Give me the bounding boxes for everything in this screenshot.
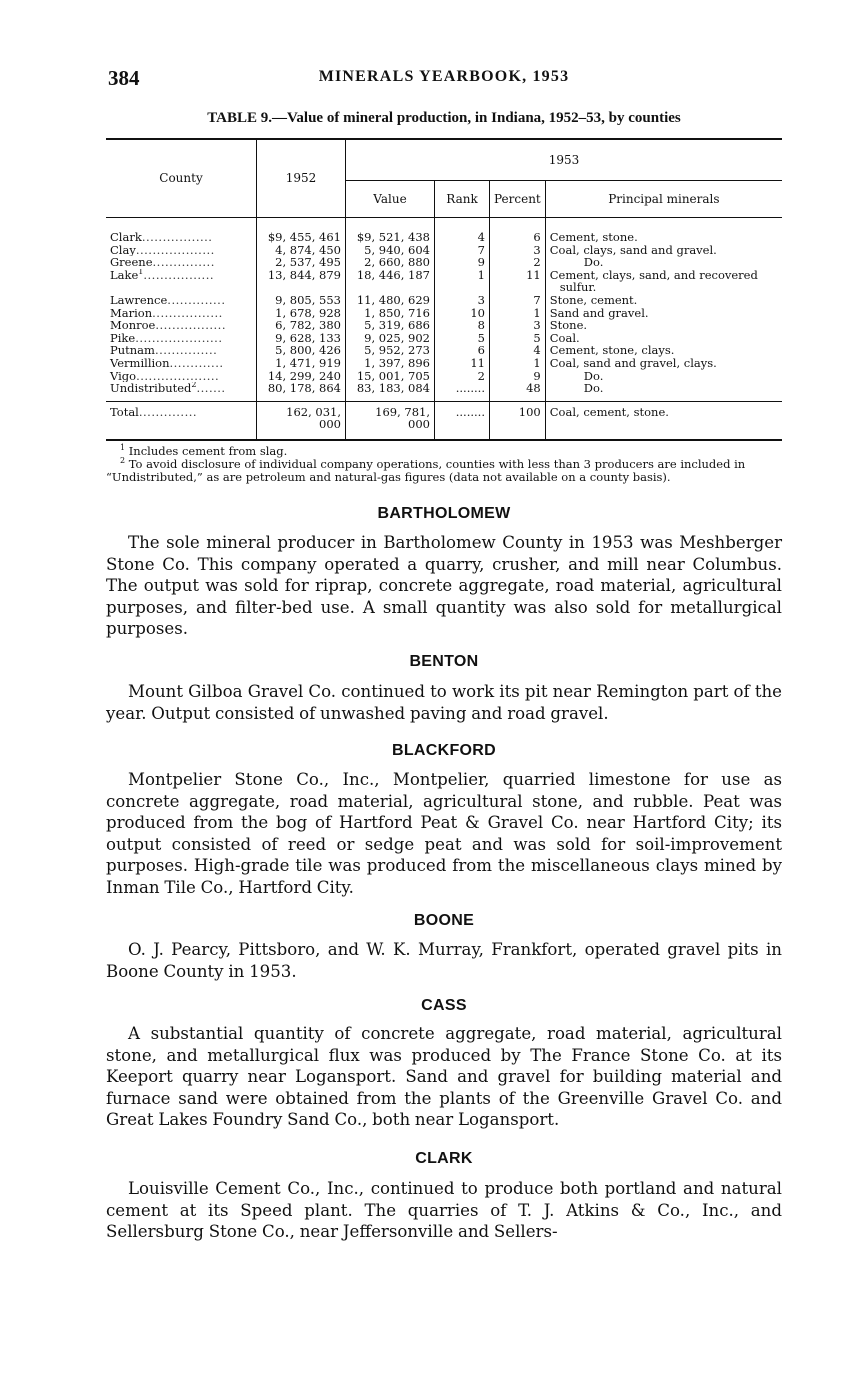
table-footnotes <box>106 445 786 484</box>
value-1952-cell: 5, 800, 426 <box>257 344 346 357</box>
county-cell: Vigo.................... <box>110 369 220 383</box>
total-label-cell: Total.............. <box>106 401 257 440</box>
section-heading-boone: BOONE <box>413 912 475 929</box>
table-row <box>106 382 782 401</box>
percent-cell: 3 <box>490 244 546 257</box>
column-header-percent: Percent <box>490 181 546 218</box>
rank-cell: 1 <box>435 269 490 294</box>
county-cell: Clay................... <box>110 243 215 257</box>
percent-cell: 7 <box>490 294 546 307</box>
value-1953-cell: 5, 952, 273 <box>346 344 435 357</box>
page-number: 384 <box>108 66 140 90</box>
value-1953-cell: 15, 001, 705 <box>346 370 435 383</box>
minerals-cell: Coal, sand and gravel, clays. <box>545 357 782 370</box>
minerals-cell: Cement, stone. <box>545 218 782 244</box>
rank-cell: 9 <box>435 256 490 269</box>
percent-cell: 4 <box>490 344 546 357</box>
total-row <box>106 401 782 440</box>
section-heading-clark: CLARK <box>415 1150 473 1167</box>
value-1953-cell: 1, 397, 896 <box>346 357 435 370</box>
value-1952-cell: 1, 471, 919 <box>257 357 346 370</box>
minerals-cell: Coal. <box>545 332 782 345</box>
section-heading-benton: BENTON <box>409 653 479 670</box>
table-row <box>106 370 782 383</box>
value-1952-cell: 9, 805, 553 <box>257 294 346 307</box>
rank-cell: ........ <box>435 382 490 401</box>
value-1952-cell: 2, 537, 495 <box>257 256 346 269</box>
value-1953-cell: 5, 940, 604 <box>346 244 435 257</box>
value-1953-cell: 9, 025, 902 <box>346 332 435 345</box>
column-header-value: Value <box>346 181 435 218</box>
table-row <box>106 218 782 244</box>
book-title: MINERALS YEARBOOK, 1953 <box>318 68 570 85</box>
county-cell: Vermillion............. <box>110 356 224 370</box>
value-1952-cell: 14, 299, 240 <box>257 370 346 383</box>
county-cell: Marion................. <box>110 306 223 320</box>
table-row <box>106 294 782 307</box>
percent-cell: 48 <box>490 382 546 401</box>
total-minerals-cell: Coal, cement, stone. <box>545 401 782 440</box>
value-1953-cell: 83, 183, 084 <box>346 382 435 401</box>
table-row <box>106 332 782 345</box>
running-head <box>106 66 782 90</box>
section-text-clark: Louisville Cement Co., Inc., continued to produce both portland and natural cement at its Speed plant. The quarries of T. J. Atkins & Co., Inc., and Sellersburg Stone Co., near Jeffersonville and Sellers- <box>106 1179 782 1241</box>
county-cell: Lawrence.............. <box>110 293 226 307</box>
section-text-cass: A substantial quantity of concrete aggregate, road material, agricultural stone, and metallurgical flux was produced by The France Stone Co. at its Keeport quarry near Logansport. Sand and gravel for building material and furnace sand were obtained from the plants of the Greenville Gravel Co. and Great Lakes Foundry Sand Co., both near Logansport. <box>106 1024 782 1129</box>
county-cell: Lake$^1$................. <box>110 268 215 282</box>
minerals-cell: Cement, clays, sand, and recovered sulfur. <box>545 269 782 294</box>
table-row <box>106 307 782 320</box>
county-cell: Monroe................. <box>110 319 226 332</box>
minerals-cell: Stone. <box>545 319 782 332</box>
footnote-2: $^2$ To avoid disclosure of individual company operations, counties with less than 3 producers are included in “Undistributed,” as are petroleum and natural-gas figures (data not available on a county basis). <box>106 456 746 484</box>
rank-cell: 5 <box>435 332 490 345</box>
county-production-table <box>106 138 782 441</box>
minerals-cell: Coal, clays, sand and gravel. <box>545 244 782 257</box>
value-1952-cell: $9, 455, 461 <box>257 218 346 244</box>
column-header-rank: Rank <box>435 181 490 218</box>
value-1953-cell: 2, 660, 880 <box>346 256 435 269</box>
value-1952-cell: 4, 874, 450 <box>257 244 346 257</box>
rank-cell: 7 <box>435 244 490 257</box>
column-header-county: County <box>106 139 257 218</box>
county-cell: Undistributed$^2$....... <box>110 382 226 396</box>
section-text-blackford: Montpelier Stone Co., Inc., Montpelier, quarried limestone for use as concrete aggregate, road material, agricultural stone, and rubble. Peat was produced from the bog of Hartford Peat & Gravel Co. near Hartford City; its output consisted of reed or sedge peat and was sold for soil-improvement purposes. High-grade tile was produced from the miscellaneous clays mined by Inman Tile Co., Hartford City. <box>106 770 782 897</box>
value-1953-cell: 11, 480, 629 <box>346 294 435 307</box>
total-percent-cell: 100 <box>490 401 546 440</box>
value-1953-cell: 5, 319, 686 <box>346 319 435 332</box>
section-text-bartholomew: The sole mineral producer in Bartholomew County in 1953 was Meshberger Stone Co. This company operated a quarry, crusher, and mill near Columbus. The output was sold for riprap, concrete aggregate, road material, agricultural purposes, and filter-bed use. A small quantity was also sold for metallurgical purposes. <box>106 533 782 638</box>
column-header-1953: 1953 <box>346 139 783 181</box>
footnote-marker: 1 <box>138 268 144 276</box>
table-row <box>106 269 782 294</box>
percent-cell: 3 <box>490 319 546 332</box>
value-1953-cell: $9, 521, 438 <box>346 218 435 244</box>
rank-cell: 4 <box>435 218 490 244</box>
percent-cell: 11 <box>490 269 546 294</box>
percent-cell: 6 <box>490 218 546 244</box>
total-rank-cell: ........ <box>435 401 490 440</box>
table-row <box>106 244 782 257</box>
value-1952-cell: 1, 678, 928 <box>257 307 346 320</box>
value-1953-cell: 18, 446, 187 <box>346 269 435 294</box>
county-cell: Putnam............... <box>110 344 218 357</box>
rank-cell: 8 <box>435 319 490 332</box>
minerals-cell: Do. <box>545 370 782 383</box>
value-1953-cell: 1, 850, 716 <box>346 307 435 320</box>
rank-cell: 10 <box>435 307 490 320</box>
minerals-cell: Do. <box>545 382 782 401</box>
value-1952-cell: 13, 844, 879 <box>257 269 346 294</box>
percent-cell: 1 <box>490 357 546 370</box>
rank-cell: 6 <box>435 344 490 357</box>
rank-cell: 11 <box>435 357 490 370</box>
minerals-cell: Stone, cement. <box>545 294 782 307</box>
column-header-1952: 1952 <box>257 139 346 218</box>
section-heading-blackford: BLACKFORD <box>391 742 497 759</box>
county-cell: Greene............... <box>110 256 215 269</box>
footnote-1: $^1$ Includes cement from slag. <box>120 443 288 458</box>
minerals-cell: Cement, stone, clays. <box>545 344 782 357</box>
percent-cell: 9 <box>490 370 546 383</box>
percent-cell: 2 <box>490 256 546 269</box>
county-cell: Clark................. <box>110 230 213 244</box>
table-row <box>106 319 782 332</box>
section-heading-bartholomew: BARTHOLOMEW <box>377 505 511 522</box>
table-caption: TABLE 9.—Value of mineral production, in Indiana, 1952–53, by counties <box>207 110 681 126</box>
column-header-principal-minerals: Principal minerals <box>545 181 782 218</box>
rank-cell: 2 <box>435 370 490 383</box>
footnote-marker: 2 <box>191 382 197 390</box>
percent-cell: 1 <box>490 307 546 320</box>
total-1953-cell: 169, 781, 000 <box>346 401 435 440</box>
value-1952-cell: 6, 782, 380 <box>257 319 346 332</box>
section-text-boone: O. J. Pearcy, Pittsboro, and W. K. Murray, Frankfort, operated gravel pits in Boone County in 1953. <box>106 940 782 981</box>
rank-cell: 3 <box>435 294 490 307</box>
value-1952-cell: 9, 628, 133 <box>257 332 346 345</box>
value-1952-cell: 80, 178, 864 <box>257 382 346 401</box>
county-cell: Pike..................... <box>110 331 223 345</box>
minerals-cell: Do. <box>545 256 782 269</box>
minerals-cell: Sand and gravel. <box>545 307 782 320</box>
table-row <box>106 357 782 370</box>
percent-cell: 5 <box>490 332 546 345</box>
section-text-benton: Mount Gilboa Gravel Co. continued to work its pit near Remington part of the year. Output consisted of unwashed paving and road gravel. <box>106 682 782 723</box>
total-1952-cell: 162, 031, 000 <box>257 401 346 440</box>
section-heading-cass: CASS <box>421 997 467 1014</box>
